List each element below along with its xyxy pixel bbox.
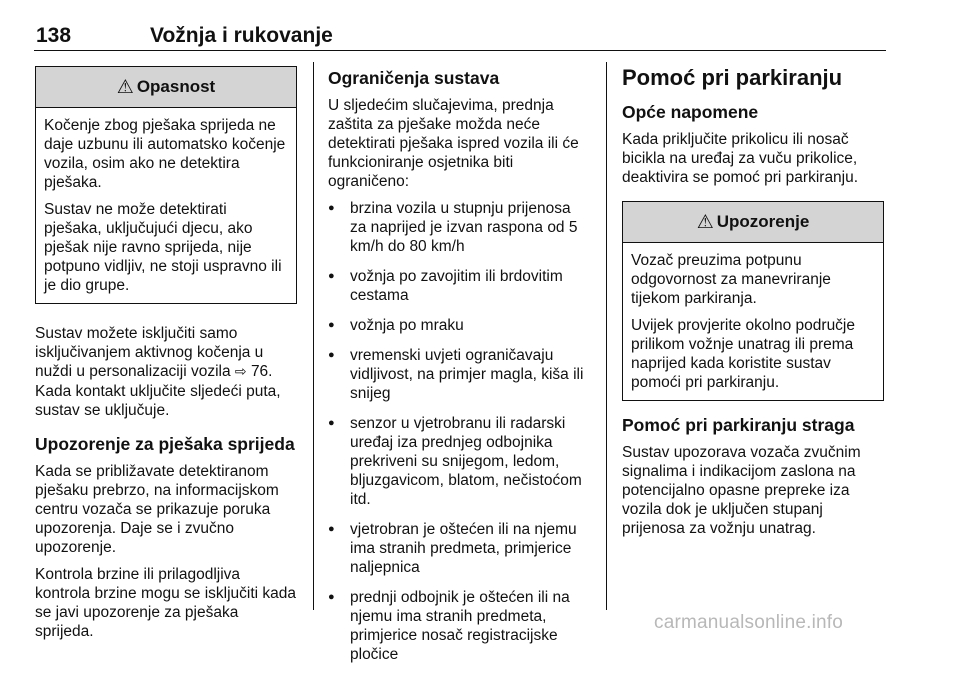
body-text: Sustav možete isključiti samo isključivanjem aktivnog kočenja u nuždi u personalizaciji vozila [35,325,264,380]
column-2 [328,66,590,675]
body-paragraph: Kada se približavate detektiranom pješaku prebrzo, na informacijskom centru vozača se prikazuje poruka upozorenja. Daje se i zvučno upozorenje. [35,463,279,556]
column-divider [606,62,607,610]
warning-box-title: Upozorenje [716,212,810,231]
page-reference-arrow-icon: ⇨ [234,364,247,380]
warning-paragraph: Uvijek provjerite okolno područje prilikom vožnje unatrag ili prema naprijed kada koristite sustav pomoći pri parkiranju. [631,317,856,391]
warning-box-header [623,202,883,243]
danger-paragraph: Sustav ne može detektirati pješaka, uključujući djecu, ako pješak nije ravno sprijeda, nije potpuno vidljiv, ne stoji uspravno ili je dio grupe. [44,201,282,294]
list-item: ● prednji odbojnik je oštećen ili na njemu ima stranih predmeta, primjerice nosač registracijske pločice [328,588,590,664]
body-paragraph: Kontrola brzine ili prilagodljiva kontrola brzine mogu se isključiti kada se javi upozorenje za pješaka sprijeda. [35,566,297,640]
subsection-heading: Opće napomene [622,102,759,122]
section-heading: Upozorenje za pješaka sprijeda [35,434,295,454]
body-paragraph [35,324,297,420]
danger-box [35,66,297,304]
section-heading: Ograničenja sustava [328,68,500,88]
section-heading: Pomoć pri parkiranju straga [622,415,855,435]
body-paragraph: Sustav upozorava vozača zvučnim signalima i indikacijom zaslona na potencijalno opasne prepreke iza vozila dok je uključen stupanj prijenosa za vožnju unatrag. [622,444,861,537]
list-item: ● brzina vozila u stupnju prijenosa za naprijed je izvan raspona od 5 km/h do 80 km/h [328,199,590,256]
limitations-list [328,199,590,664]
warning-box-body [623,243,883,400]
body-paragraph: Kada priključite prikolicu ili nosač bicikla na uređaj za vuču prikolice, deaktivira se pomoć pri parkiranju. [622,131,859,186]
danger-box-header [36,67,296,108]
column-divider [313,62,314,610]
column-3 [622,66,884,546]
watermark: carmanualsonline.info [654,612,844,633]
page-number: 138 [36,24,72,47]
warning-triangle-icon: ⚠ [116,76,134,98]
danger-box-body [36,108,296,303]
chapter-title: Vožnja i rukovanje [150,24,333,47]
page-header [34,20,886,51]
warning-paragraph: Vozač preuzima potpunu odgovornost za manevriranje tijekom parkiranja. [631,252,831,307]
list-item: ● vjetrobran je oštećen ili na njemu ima stranih predmeta, primjerice naljepnica [328,520,590,577]
warning-triangle-icon: ⚠ [696,211,714,233]
list-item: ● vožnja po mraku [328,316,590,335]
page-section-title: Pomoć pri parkiranju [622,65,843,90]
body-paragraph: U sljedećim slučajevima, prednja zaštita za pješake možda neće detektirati pješaka ispred vozila ili će funkcioniranje osjetnika biti ograničeno: [328,97,579,190]
danger-paragraph: Kočenje zbog pješaka sprijeda ne daje uzbunu ili automatsko kočenje vozila, osim ako ne detektira pješaka. [44,117,286,191]
danger-box-title: Opasnost [136,77,216,96]
page-reference-link[interactable]: 76. [250,363,273,380]
list-item: ● vremenski uvjeti ograničavaju vidljivost, na primjer magla, kiša ili snijeg [328,346,590,403]
warning-box [622,201,884,401]
list-item: ● senzor u vjetrobranu ili radarski uređaj iza prednjeg odbojnika prekriveni su snijegom, ledom, bljuzgavicom, blatom, nečistoćom itd. [328,414,590,509]
body-text: Kada kontakt uključite sljedeći puta, sustav se uključuje. [35,383,281,419]
column-1 [35,66,297,649]
list-item: ● vožnja po zavojitim ili brdovitim cestama [328,267,590,305]
